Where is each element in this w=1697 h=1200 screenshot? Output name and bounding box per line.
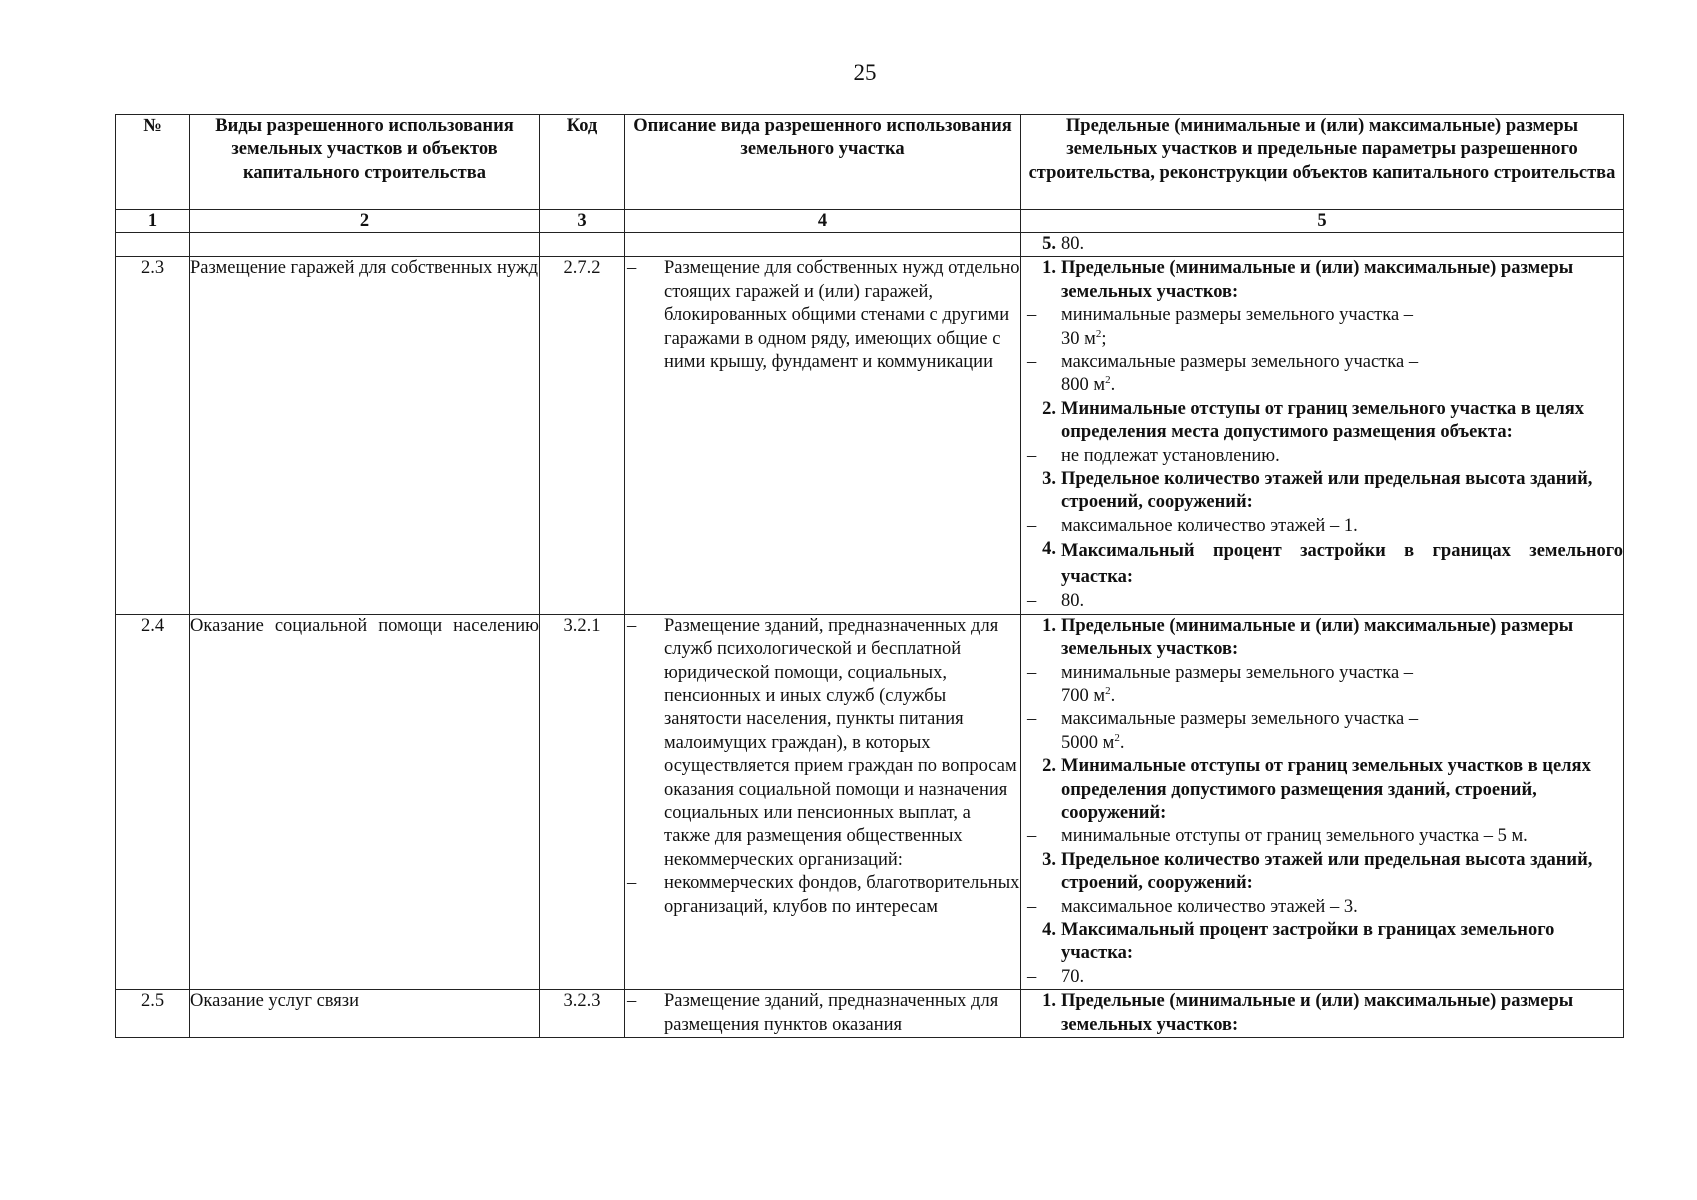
area-superscript: 2 [1095, 327, 1102, 340]
list-dash: – [627, 258, 637, 279]
page-number: 25 [853, 60, 877, 85]
area-punctuation: . [1110, 375, 1116, 396]
list-dash: – [627, 615, 637, 636]
parameter-value [1021, 662, 1623, 709]
parameter-number: 4. [1042, 919, 1056, 940]
parameter-title: Предельное количество этажей или предельная высота зданий, строений, сооружений: [1061, 469, 1593, 513]
use-description [625, 257, 1021, 614]
parameter-heading [1021, 615, 1623, 662]
parameter-value [1021, 351, 1623, 398]
parameter-value-text: минимальные отступы от границ земельного участка – 5 м. [1061, 826, 1528, 847]
parameter-number: 1. [1042, 258, 1056, 279]
parameter-heading [1021, 755, 1623, 825]
parameter-value [1021, 825, 1623, 848]
parameter-value-text: не подлежат установлению. [1061, 445, 1280, 466]
table-row [116, 614, 1624, 990]
parameter-heading [1021, 919, 1623, 966]
parameter-number: 1. [1042, 615, 1056, 636]
column-number: 3 [540, 210, 625, 233]
row-number: 2.3 [116, 257, 190, 614]
parameter-number: 3. [1042, 849, 1056, 870]
parameter-number: 4. [1042, 539, 1056, 560]
use-parameters [1021, 990, 1624, 1038]
area-superscript: 2 [1114, 731, 1120, 744]
list-dash: – [1027, 591, 1037, 612]
parameter-number: 2. [1042, 756, 1056, 777]
header-description: Описание вида разрешенного использования земельного участка [625, 115, 1021, 210]
parameter-title: Предельные (минимальные и (или) максимальные) размеры земельных участков: [1061, 258, 1574, 302]
parameter-title: Предельные (минимальные и (или) максимальные) размеры земельных участков: [1061, 615, 1574, 660]
list-dash: – [1027, 709, 1037, 730]
parameter-heading [1021, 538, 1623, 590]
parameter-area-value [1061, 374, 1623, 397]
parameter-number: 2. [1042, 398, 1056, 419]
area-punctuation: ; [1101, 328, 1107, 349]
parameter-value-text: 70. [1061, 966, 1085, 987]
list-dash: – [1027, 896, 1037, 917]
list-dash: – [1027, 305, 1037, 326]
use-type-name: Размещение гаражей для собственных нужд [190, 257, 540, 614]
parameter-value [1021, 708, 1623, 755]
parameter-area-value [1061, 732, 1623, 755]
header-parameters: Предельные (минимальные и (или) максимальные) размеры земельных участков и предельные параметры разрешенного строительства, реконструкции объектов капитального строительства [1021, 115, 1624, 210]
parameter-area-value [1061, 328, 1623, 351]
parameter-title: Минимальные отступы от границ земельных участков в целях определения допустимого размещения зданий, строений, сооружений: [1061, 756, 1591, 823]
parameter-value-text: максимальные размеры земельного участка – [1061, 352, 1419, 373]
parameter-value [1021, 966, 1623, 989]
row-number: 2.5 [116, 990, 190, 1038]
list-dash: – [1027, 515, 1037, 536]
parameter-title: Максимальный процент застройки в границах земельного участка: [1061, 541, 1623, 588]
use-description [625, 990, 1021, 1038]
description-item [625, 872, 1020, 919]
use-parameters [1021, 257, 1624, 614]
description-item [625, 615, 1020, 872]
table-header-row [116, 115, 1624, 210]
list-dash: – [1027, 352, 1037, 373]
use-type-name: Оказание социальной помощи населению [190, 614, 540, 990]
parameter-value [1021, 896, 1623, 919]
header-use-types: Виды разрешенного использования земельных участков и объектов капитального строительства [190, 115, 540, 210]
area-superscript: 2 [1105, 684, 1111, 697]
description-text: Размещение зданий, предназначенных для служб психологической и бесплатной юридической помощи, социальных, пенсионных и иных служб (службы занятости населения, пункты питания малоимущих граждан), в которых осуществляется прием граждан по вопросам оказания социальной помощи и назначения социальных или пенсионных выплат, а также для размещения общественных некоммерческих организаций: [664, 615, 1017, 870]
table-row [116, 990, 1624, 1038]
use-type-name: Оказание услуг связи [190, 990, 540, 1038]
header-code: Код [540, 115, 625, 210]
column-number: 5 [1021, 210, 1624, 233]
parameter-value-text: 80. [1061, 591, 1085, 612]
parameter-value-text: максимальные размеры земельного участка – [1061, 709, 1419, 730]
parameter-value [1021, 515, 1623, 538]
parameter-value [1021, 590, 1623, 613]
use-description [625, 614, 1021, 990]
use-code: 2.7.2 [540, 257, 625, 614]
column-number: 4 [625, 210, 1021, 233]
parameter-heading [1021, 849, 1623, 896]
list-dash: – [1027, 445, 1037, 466]
parameter-number: 3. [1042, 469, 1056, 490]
parameter-value-text: минимальные размеры земельного участка – [1061, 305, 1414, 326]
area-number: 5000 м [1061, 732, 1115, 753]
description-item [625, 257, 1020, 374]
continuation-value: 80. [1061, 234, 1085, 254]
area-punctuation: . [1110, 685, 1116, 706]
list-dash: – [1027, 966, 1037, 987]
description-text: некоммерческих фондов, благотворительных организаций, клубов по интересам [664, 873, 1020, 917]
use-code: 3.2.3 [540, 990, 625, 1038]
header-number: № [116, 115, 190, 210]
list-dash: – [1027, 826, 1037, 847]
column-numbers-row [116, 210, 1624, 233]
parameter-title: Предельные (минимальные и (или) максимальные) размеры земельных участков: [1061, 991, 1574, 1035]
parameter-number: 1. [1042, 991, 1056, 1012]
area-superscript: 2 [1105, 374, 1111, 387]
use-parameters [1021, 614, 1624, 990]
continuation-number: 5. [1042, 234, 1056, 254]
parameter-value-text: максимальное количество этажей – 1. [1061, 515, 1358, 536]
continuation-row [116, 233, 1624, 257]
description-item [625, 990, 1020, 1037]
description-text: Размещение для собственных нужд отдельно стоящих гаражей и (или) гаражей, блокированных общими стенами с другими гаражами в одном ряду, имеющих общие с ними крышу, фундамент и коммуникации [664, 258, 1020, 373]
parameter-title: Минимальные отступы от границ земельного участка в целях определения места допустимого размещения объекта: [1061, 398, 1584, 443]
area-number: 700 м [1061, 685, 1106, 706]
list-dash: – [627, 873, 637, 894]
table-row [116, 257, 1624, 614]
parameter-heading [1021, 468, 1623, 515]
parameter-title: Максимальный процент застройки в границах земельного участка: [1061, 919, 1555, 964]
parameter-heading [1021, 257, 1623, 304]
parameter-value-text: минимальные размеры земельного участка – [1061, 662, 1414, 683]
row-number: 2.4 [116, 614, 190, 990]
parameter-value [1021, 304, 1623, 351]
parameter-area-value [1061, 685, 1623, 708]
parameter-heading [1021, 398, 1623, 445]
area-number: 800 м [1061, 375, 1106, 396]
area-punctuation: . [1119, 732, 1125, 753]
column-number: 1 [116, 210, 190, 233]
column-number: 2 [190, 210, 540, 233]
parameter-title: Предельное количество этажей или предельная высота зданий, строений, сооружений: [1061, 849, 1593, 894]
parameter-heading [1021, 990, 1623, 1037]
use-code: 3.2.1 [540, 614, 625, 990]
parameter-value [1021, 445, 1623, 468]
list-dash: – [627, 991, 637, 1012]
parameter-value-text: максимальное количество этажей – 3. [1061, 896, 1358, 917]
area-number: 30 м [1061, 328, 1096, 349]
description-text: Размещение зданий, предназначенных для размещения пунктов оказания [664, 991, 999, 1035]
land-use-regulations-table [115, 114, 1624, 1038]
list-dash: – [1027, 662, 1037, 683]
